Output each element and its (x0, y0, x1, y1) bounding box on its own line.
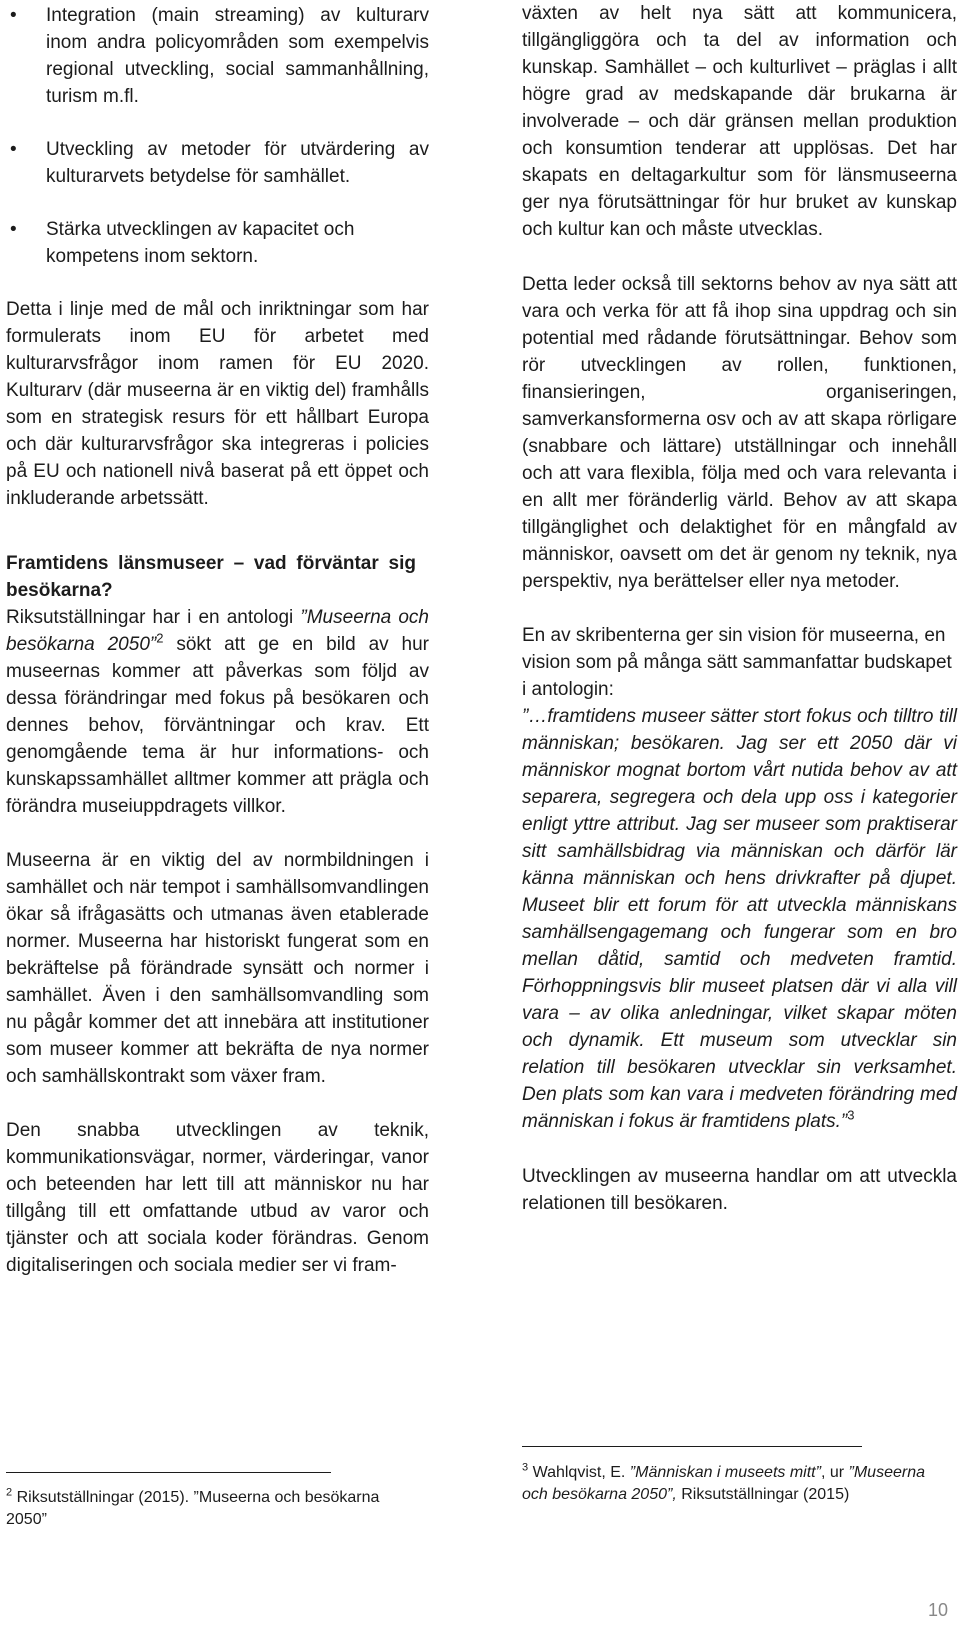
list-item (6, 136, 429, 190)
bullet-icon: • (10, 5, 17, 26)
footnote-rule (6, 1472, 331, 1473)
paragraph: Utvecklingen av museerna handlar om att utveckla relationen till besökaren. (522, 1166, 957, 1214)
quote: ”…framtidens museer sätter stort fokus och tilltro till människan; besökaren. Jag ser ett 2050 där vi människor mognat bortom vårt nutida behov av att separera, segregera och dela upp oss i kategorier enligt yttre attribut. Jag ser museer som praktiserar sitt samhällsbidrag via människan och därför lär känna människan och hens drivkrafter på djupet. Museet blir ett forum för att utveckla människans samhällsengagemang och fungerar som en bro mellan dåtid, samtid och medveten framtid. Förhoppningsvis blir museet platsen där vi alla vill vara – av olika anledningar, vilket skapar möten och dynamik. Ett museum som utvecklar sin relation till besökaren utvecklar sin verksamhet. Den plats som kan vara i medveten förändring med människan i fokus är framtidens plats.”$^3$ (522, 706, 957, 1132)
footnote (6, 1487, 421, 1531)
bullet-list (6, 2, 429, 270)
footnote-rule (522, 1446, 862, 1447)
bullet-text: Integration (main streaming) av kulturarv inom andra policyområden som exempelvis regional utveckling, social sammanhållning, turism m.fl. (46, 5, 429, 107)
bullet-text: Stärka utvecklingen av kapacitet och kompetens inom sektorn. (46, 219, 355, 267)
title-reference: ”Människan i museets mitt” (629, 1464, 821, 1481)
paragraph: Den snabba utvecklingen av teknik, kommunikationsvägar, normer, värderingar, vanor och beteenden har lett till att människor nu har tillgång till ett omfattande utbud av varor och tjänster och att sociala koder förändras. Genom digitaliseringen och sociala medier ser vi fram- (6, 1120, 429, 1276)
title-reference: ”Museerna och besökarna 2050” (6, 607, 429, 655)
footnote-ref: 3 (847, 1107, 855, 1123)
paragraph: Museerna är en viktig del av normbildningen i samhället och när tempot i samhällsomvandlingen ökar så ifrågasätts och utmanas även etablerade normer. Museerna har historiskt fungerat som en bekräftelse på förändrade synsätt och normer i samhället. Även i den samhällsomvandling som nu pågår kommer det att innebära att institutioner som museer kommer att bekräfta de nya normer och samhällskontrakt som växer fram. (6, 850, 429, 1087)
page-number: 10 (927, 1600, 948, 1620)
list-item (6, 2, 429, 110)
paragraph: Detta i linje med de mål och inriktningar som har formulerats inom EU för arbetet med kulturarvsfrågor inom ramen för EU 2020. Kulturarv (där museerna är en viktig del) framhålls som en strategisk resurs för ett hållbart Europa och där kulturarvsfrågor ska integreras i policies på EU och nationell nivå baserat på ett öppet och inkluderande arbetssätt. (6, 299, 429, 509)
footnote-ref: 2 (156, 630, 164, 646)
left-column (6, 0, 429, 1279)
footnote-number: 3 (522, 1461, 529, 1474)
right-column (522, 0, 957, 1217)
footnote: $^3$ Wahlqvist, E. ”Människan i museets mitt”, ur ”Museerna och besökarna 2050”, Riksutställningar (2015) (522, 1461, 925, 1503)
bullet-icon: • (10, 139, 17, 160)
paragraph: Riksutställningar har i en antologi ”Museerna och besökarna 2050”$^2$ sökt att ge en bild av hur museernas kommer att påverkas som följd av dessa förändringar med fokus på besökaren och dennes behov, förväntningar och krav. Ett genomgående tema är hur informations- och kunskapssamhället alltmer kommer att prägla och förändra museiuppdragets villkor. (6, 607, 429, 817)
list-item (6, 216, 429, 270)
title-reference: ”Museerna och besökarna 2050”, (522, 1464, 925, 1503)
section-heading: Framtidens länsmuseer – vad förväntar sig besökarna? (6, 553, 416, 601)
paragraph: Detta leder också till sektorns behov av nya sätt att vara och verka för att få ihop sina uppdrag och sin potential med rådande förutsättningar. Behov som rör utvecklingen av rollen, funktionen, finansieringen, organiseringen, samverkansformerna osv och av att skapa rörligare (snabbare och lättare) utställningar och innehåll och att vara flexibla, följa med och vara relevanta i en allt mer föränderlig värld. Behov av att skapa tillgänglighet och delaktighet för en mångfald av människor, oavsett om det är genom ny teknik, nya perspektiv, nya berättelser eller nya metoder. (522, 274, 957, 592)
bullet-text: Utveckling av metoder för utvärdering av kulturarvets betydelse för samhället. (46, 139, 429, 187)
paragraph: växten av helt nya sätt att kommunicera, tillgängliggöra och ta del av information och kunskap. Samhället – och kulturlivet – präglas i allt högre grad av medskapande där brukarna är involverade – och där gränsen mellan produktion och konsumtion tenderar att upplösas. Det har skapats en deltagarkultur som för länsmuseerna ger nya förutsättningar för hur bruket av kunskap och kultur kan och måste utvecklas. (522, 3, 957, 240)
bullet-icon: • (10, 219, 17, 240)
footnote-text: Riksutställningar (2015). ”Museerna och besökarna 2050” (6, 1489, 380, 1528)
footnote-number: 2 (6, 1486, 13, 1499)
paragraph: En av skribenterna ger sin vision för museerna, en vision som på många sätt sammanfattar budskapet i antologin: (522, 625, 952, 700)
